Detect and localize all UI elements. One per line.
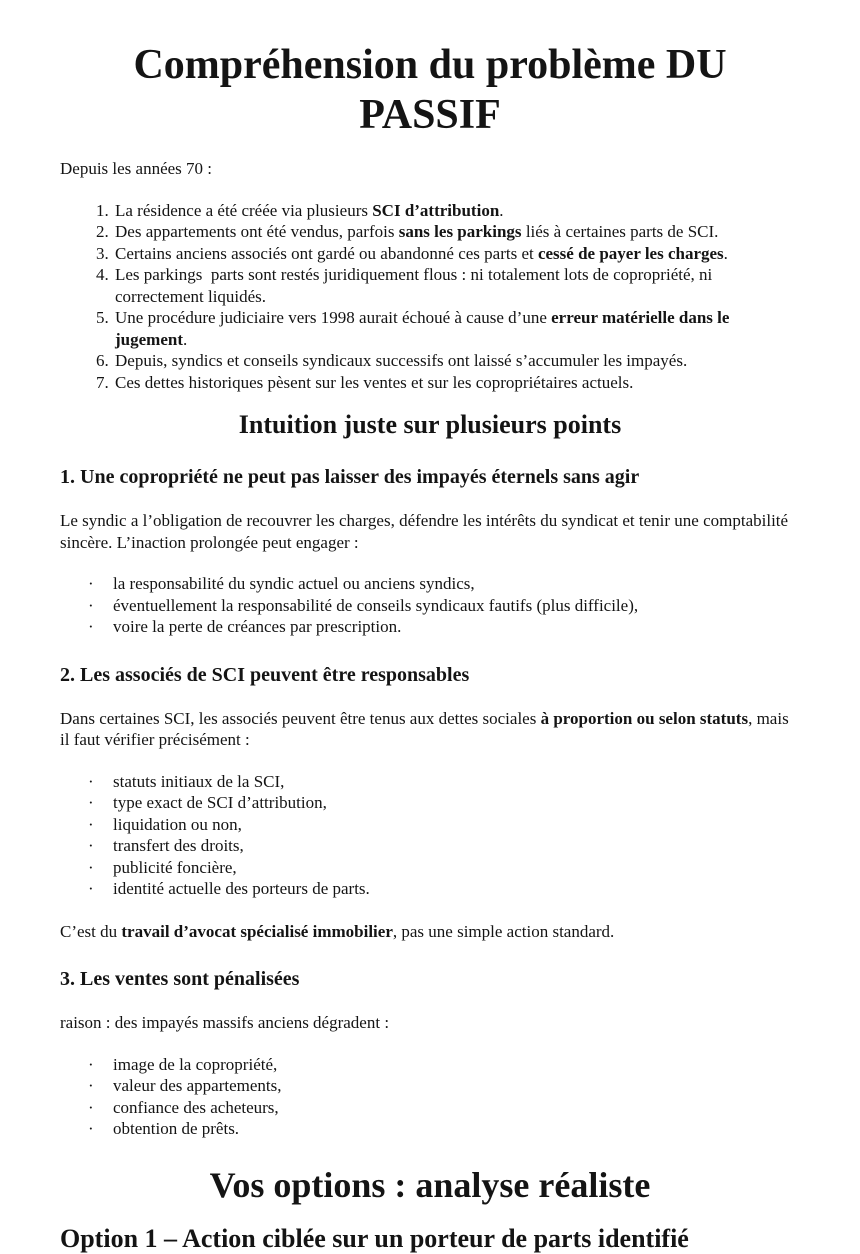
section-heading-intuition: Intuition juste sur plusieurs points <box>238 410 622 439</box>
text-run: confiance des acheteurs, <box>113 1097 279 1117</box>
bullet-marker: · <box>88 617 94 636</box>
bold-text-run: cessé de payer les charges <box>537 243 724 263</box>
text-run: C’est du <box>60 921 122 941</box>
bullet-marker: · <box>88 1119 94 1138</box>
list-item <box>60 1118 800 1140</box>
list-item-text <box>113 793 327 812</box>
list-item-text <box>113 574 475 593</box>
text-run: . <box>499 200 504 220</box>
point-3-bullet-list <box>60 1054 800 1140</box>
text-run: liés à certaines parts de SCI. <box>521 222 719 241</box>
bullet-marker: · <box>88 1076 94 1095</box>
list-item <box>113 264 800 307</box>
text-run: Dans certaines SCI, les associés peuvent être tenus aux dettes sociales <box>60 708 541 728</box>
list-item-text <box>115 265 716 306</box>
list-item-text <box>115 351 687 370</box>
text-run: Ces dettes historiques pèsent sur les ventes et sur les copropriétaires actuels. <box>115 372 634 392</box>
list-item-text <box>115 373 633 392</box>
list-item-text <box>115 222 718 241</box>
list-item <box>60 857 800 879</box>
list-item <box>60 616 800 638</box>
bullet-marker: · <box>88 814 94 834</box>
point-2-heading: 2. Les associés de SCI peuvent être responsables <box>60 663 470 686</box>
text-run: Une procédure judiciaire vers 1998 aurait échoué à cause d’une <box>115 308 552 327</box>
text-run: . <box>723 243 728 263</box>
text-run: publicité foncière, <box>113 857 237 877</box>
context-numbered-list <box>60 200 800 394</box>
list-item <box>113 350 800 372</box>
list-item <box>60 792 800 814</box>
list-item-text <box>113 772 284 791</box>
text-run: raison : des impayés massifs anciens dégradent : <box>60 1013 390 1032</box>
list-item-text <box>113 858 237 877</box>
text-run: identité actuelle des porteurs de parts. <box>113 879 370 898</box>
list-item-text <box>113 815 242 834</box>
list-item-text <box>115 201 504 220</box>
list-item <box>113 200 800 222</box>
option-1-heading: Option 1 – Action ciblée sur un porteur de parts identifié <box>60 1223 689 1253</box>
text-run: Les parkings parts sont restés juridiquement flous : ni totalement lots de copropriété, ni correctement liquidés. <box>115 265 717 306</box>
text-run: transfert des droits, <box>113 836 244 855</box>
bullet-marker: · <box>88 595 94 615</box>
bullet-marker: · <box>88 879 94 898</box>
text-run: Des appartements ont été vendus, parfois <box>115 222 399 241</box>
point-2-closing-paragraph <box>60 921 800 943</box>
text-run: , mais il faut vérifier précisément : <box>60 708 793 749</box>
point-1-paragraph <box>60 510 800 553</box>
list-item <box>113 307 800 350</box>
text-run: éventuellement la responsabilité de conseils syndicaux fautifs (plus difficile), <box>113 595 639 615</box>
list-item <box>60 878 800 900</box>
list-item-text <box>113 879 370 898</box>
list-item-text <box>113 1055 277 1074</box>
list-item <box>60 1097 800 1119</box>
bullet-marker: · <box>88 857 94 877</box>
list-item <box>60 1075 800 1097</box>
point-3-paragraph <box>60 1012 800 1034</box>
bullet-marker: · <box>88 1054 94 1074</box>
bold-text-run: erreur matérielle dans le jugement <box>115 308 734 349</box>
list-item <box>60 595 800 617</box>
bold-text-run: travail d’avocat spécialisé immobilier <box>121 921 393 941</box>
list-item-text <box>113 617 401 636</box>
intro-paragraph: Depuis les années 70 : <box>60 159 213 178</box>
text-run: Depuis, syndics et conseils syndicaux successifs ont laissé s’accumuler les impayés. <box>115 351 688 370</box>
text-run: liquidation ou non, <box>113 814 242 834</box>
text-run: , pas une simple action standard. <box>392 921 615 941</box>
list-item <box>60 573 800 595</box>
list-item <box>60 1054 800 1076</box>
bold-text-run: sans les parkings <box>398 222 522 241</box>
list-item-text <box>113 1076 282 1095</box>
text-run: voire la perte de créances par prescription. <box>113 617 402 636</box>
bullet-marker: · <box>88 1097 94 1117</box>
bullet-marker: · <box>88 771 94 791</box>
text-run: valeur des appartements, <box>113 1076 282 1095</box>
list-item-text <box>113 1119 239 1138</box>
list-item-text <box>113 836 244 855</box>
point-3-heading: 3. Les ventes sont pénalisées <box>60 968 300 990</box>
text-run: Certains anciens associés ont gardé ou abandonné ces parts et <box>115 243 538 263</box>
list-item-text <box>115 244 728 263</box>
point-2-paragraph <box>60 708 800 751</box>
list-item-text <box>113 1098 279 1117</box>
list-item <box>60 835 800 857</box>
point-1-heading: 1. Une copropriété ne peut pas laisser des impayés éternels sans agir <box>60 466 640 488</box>
point-1-bullet-list <box>60 573 800 638</box>
list-item <box>113 221 800 243</box>
list-item-text <box>113 596 638 615</box>
bullet-marker: · <box>88 836 94 855</box>
list-item-text <box>115 308 734 349</box>
list-item <box>60 771 800 793</box>
list-item <box>60 814 800 836</box>
document-title: Compréhension du problème DU PASSIF <box>133 42 727 138</box>
text-run: Le syndic a l’obligation de recouvrer les charges, défendre les intérêts du syndicat et tenir une comptabilité sincère. L’inaction prolongée peut engager : <box>60 511 793 552</box>
bullet-marker: · <box>88 793 94 812</box>
list-item <box>113 243 800 265</box>
text-run: obtention de prêts. <box>113 1119 240 1138</box>
list-item <box>113 372 800 394</box>
text-run: La résidence a été créée via plusieurs <box>115 200 373 220</box>
bold-text-run: à proportion ou selon statuts <box>540 708 749 728</box>
text-run: la responsabilité du syndic actuel ou anciens syndics, <box>113 574 475 593</box>
point-2-bullet-list <box>60 771 800 900</box>
bullet-marker: · <box>88 574 94 593</box>
bold-text-run: SCI d’attribution <box>372 200 500 220</box>
text-run: statuts initiaux de la SCI, <box>113 771 285 791</box>
text-run: image de la copropriété, <box>113 1054 278 1074</box>
text-run: . <box>182 329 188 349</box>
section-heading-options: Vos options : analyse réaliste <box>209 1164 651 1205</box>
text-run: type exact de SCI d’attribution, <box>113 793 327 812</box>
